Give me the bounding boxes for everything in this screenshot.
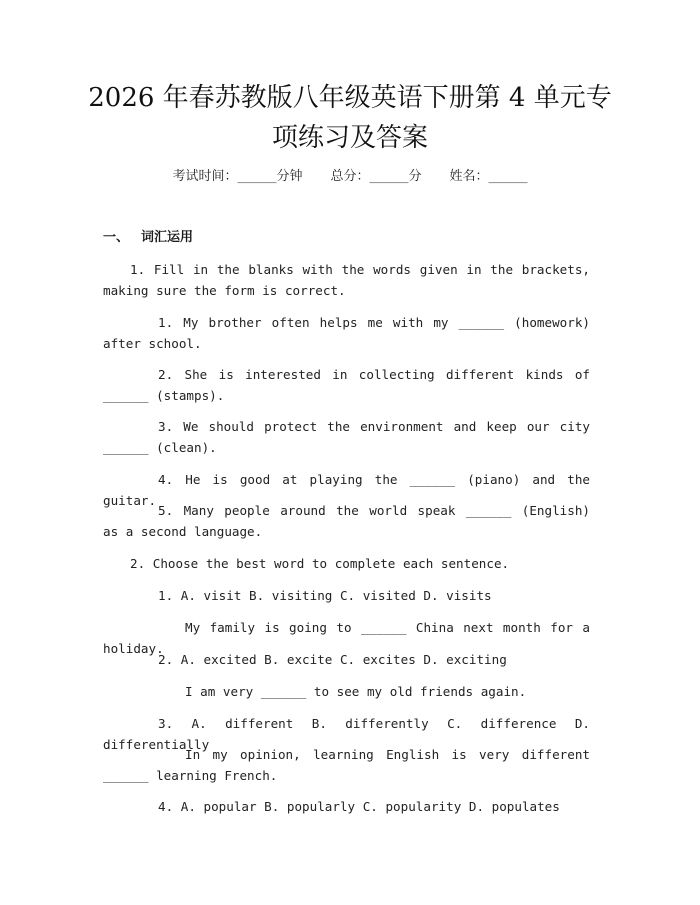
section-number: 一、	[103, 230, 130, 245]
exam-time: 考试时间：______分钟	[172, 169, 303, 184]
q1-item-3: 3. We should protect the environment and keep our city ______ (clean).	[103, 419, 590, 455]
q2-item-4-options: 4. A. popular B. popularly C. popularity D. populates	[158, 799, 560, 814]
section-heading	[103, 228, 193, 248]
q2-item-2-options: 2. A. excited B. excite C. excites D. exciting	[158, 652, 507, 667]
q2-item-1-options: 1. A. visit B. visiting C. visited D. visits	[158, 588, 492, 603]
section-title: 词汇运用	[141, 230, 194, 245]
q2-instruction: 2. Choose the best word to complete each sentence.	[130, 556, 510, 571]
q2-item-2-sentence: I am very ______ to see my old friends again.	[185, 684, 527, 699]
exam-info	[0, 167, 700, 187]
q1-instruction: 1. Fill in the blanks with the words given in the brackets, making sure the form is correct.	[103, 262, 590, 298]
q1-item-4: 4. He is good at playing the ______ (piano) and the guitar.	[103, 472, 590, 508]
q2-item-1-sentence: My family is going to ______ China next month for a holiday.	[103, 620, 590, 656]
document-title	[60, 78, 640, 158]
title-line-2: 项练习及答案	[271, 123, 428, 153]
q2-item-3-options: 3. A. different B. differently C. difference D. differentially	[103, 716, 590, 752]
exam-name: 姓名：______	[449, 169, 528, 184]
title-line-1: 2026 年春苏教版八年级英语下册第 4 单元专	[88, 83, 612, 113]
q1-item-1: 1. My brother often helps me with my ______ (homework) after school.	[103, 315, 590, 351]
q1-item-5: 5. Many people around the world speak ______ (English) as a second language.	[103, 503, 590, 539]
exam-score: 总分：______分	[330, 169, 422, 184]
q2-item-3-sentence: In my opinion, learning English is very different ______ learning French.	[103, 747, 590, 783]
q1-item-2: 2. She is interested in collecting different kinds of ______ (stamps).	[103, 367, 590, 403]
